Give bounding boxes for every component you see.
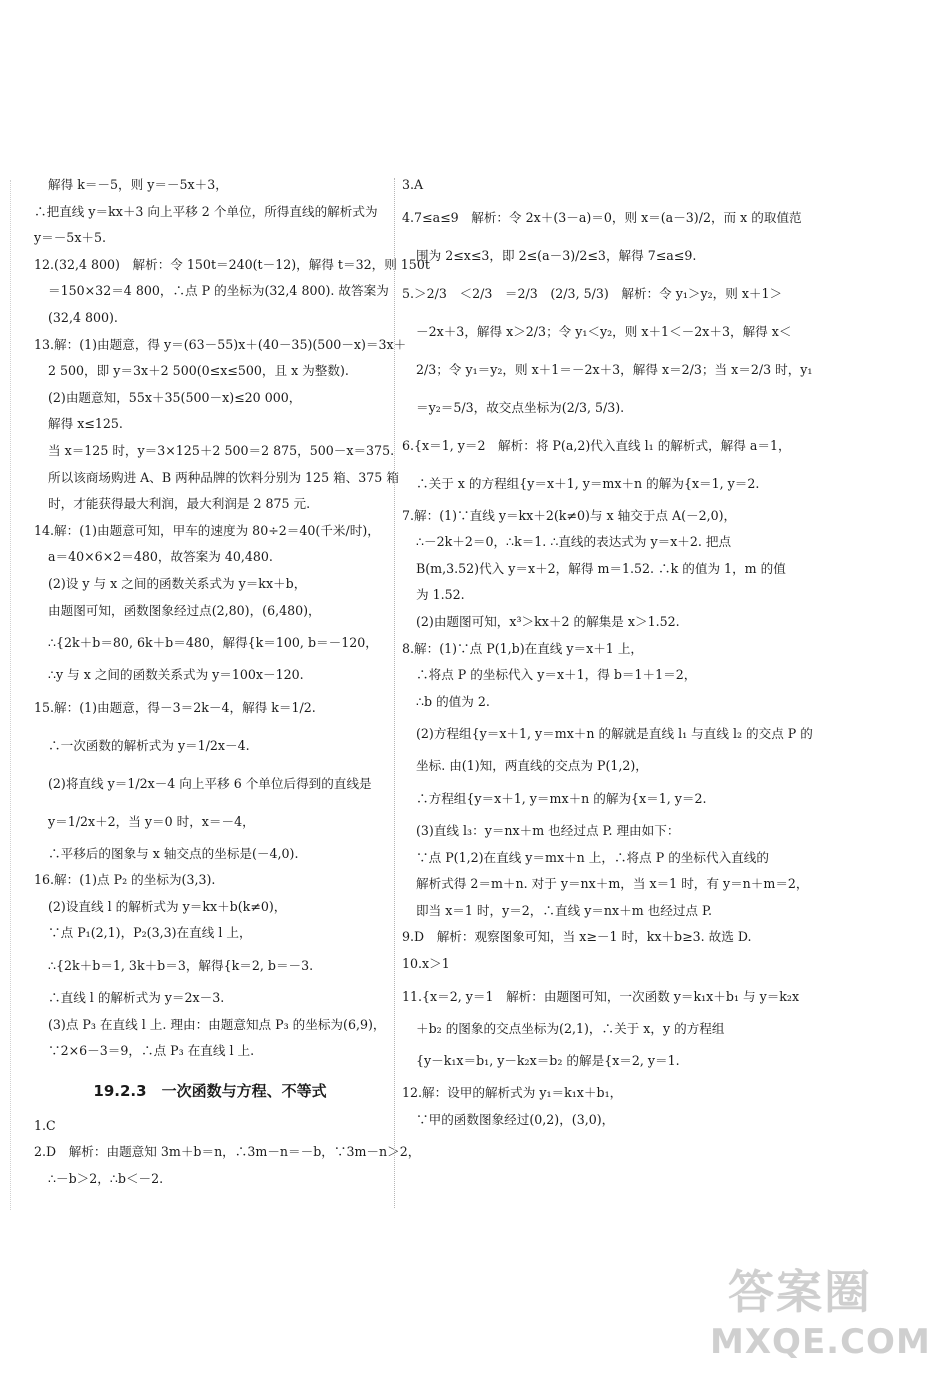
answer-line: 15.解：(1)由题意，得－3＝2k－4，解得 k＝1/2. [34, 699, 316, 715]
answer-line: 2.D 解析：由题意知 3m＋b＝n，∴3m－n＝－b，∵3m－n＞2， [34, 1144, 421, 1160]
answer-line: (2)方程组{y＝x＋1, y＝mx＋n 的解就是直线 l₁ 与直线 l₂ 的交点 P 的 [416, 726, 813, 742]
answer-line: 时，才能获得最大利润，最大利润是 2 875 元. [48, 496, 311, 512]
answer-line: ∴－b＞2，∴b＜－2. [48, 1171, 164, 1187]
answer-line: (2)设直线 l 的解析式为 y＝kx＋b(k≠0)， [48, 898, 287, 914]
answer-line: 10.x＞1 [402, 955, 450, 971]
answer-line: 解得 k＝－5，则 y＝－5x＋3， [48, 177, 228, 192]
answer-line: ∵点 P₁(2,1)，P₂(3,3)在直线 l 上， [48, 925, 252, 941]
answer-line: 12.解：设甲的解析式为 y₁＝k₁x＋b₁， [402, 1085, 623, 1101]
answer-line: ∴方程组{y＝x＋1, y＝mx＋n 的解为{x＝1, y＝2. [416, 790, 707, 806]
answer-line: 1.C [34, 1117, 56, 1133]
answer-line: {y－k₁x＝b₁, y－k₂x＝b₂ 的解是{x＝2, y＝1. [416, 1053, 680, 1069]
answer-line: 由题图可知，函数图象经过点(2,80)，(6,480)， [48, 602, 321, 618]
watermark-logo: 答案圈 [728, 1265, 872, 1319]
answer-line: ∴把直线 y＝kx＋3 向上平移 2 个单位，所得直线的解析式为 [34, 203, 378, 219]
answer-line: (2)由题意知，55x＋35(500－x)≤20 000， [48, 389, 302, 405]
answer-line: 所以该商场购进 A、B 两种品牌的饮料分别为 125 箱、375 箱 [48, 469, 399, 485]
answer-line: ∵2×6－3＝9，∴点 P₃ 在直线 l 上. [48, 1043, 255, 1059]
answer-line: ∴y 与 x 之间的函数关系式为 y＝100x－120. [48, 667, 304, 683]
page-edge-dots [10, 180, 11, 1210]
column-divider [394, 178, 395, 1208]
answer-line: ∴{2k＋b＝80, 6k＋b＝480，解得{k＝100, b＝－120， [48, 635, 378, 651]
answer-line: y＝1/2x＋2，当 y＝0 时，x＝－4， [48, 813, 255, 829]
answer-line: a＝40×6×2＝480，故答案为 40,480. [48, 549, 273, 565]
answer-line: 坐标. 由(1)知，两直线的交点为 P(1,2)， [416, 758, 648, 774]
answer-line: 2/3；令 y₁＝y₂，则 x＋1＝－2x＋3，解得 x＝2/3；当 x＝2/3 时，y₁ [416, 361, 813, 377]
answer-line: 9.D 解析：观察图象可知，当 x≥－1 时，kx＋b≥3. 故选 D. [402, 929, 752, 945]
answer-line: ∴直线 l 的解析式为 y＝2x－3. [48, 990, 225, 1006]
answer-line: 12.(32,4 800) 解析：令 150t＝240(t－12)，解得 t＝32，则 150t [34, 256, 430, 272]
answer-line: B(m,3.52)代入 y＝x＋2，解得 m＝1.52. ∴k 的值为 1，m 的值 [416, 560, 786, 576]
answer-line: ∴平移后的图象与 x 轴交点的坐标是(－4,0). [48, 845, 299, 861]
answer-line: ∴－2k＋2＝0，∴k＝1. ∴直线的表达式为 y＝x＋2. 把点 [416, 534, 732, 550]
answer-line: 2 500，即 y＝3x＋2 500(0≤x≤500，且 x 为整数). [48, 363, 349, 379]
answer-line: 13.解：(1)由题意，得 y＝(63－55)x＋(40－35)(500－x)＝3x＋ [34, 336, 407, 352]
answer-line: 11.{x＝2, y＝1 解析：由题图可知，一次函数 y＝k₁x＋b₁ 与 y＝k₂x [402, 988, 800, 1004]
answer-line: 解得 x≤125. [48, 416, 123, 432]
answer-line: ∴将点 P 的坐标代入 y＝x＋1，得 b＝1＋1＝2， [416, 667, 697, 683]
answer-line: 6.{x＝1, y＝2 解析：将 P(a,2)代入直线 l₁ 的解析式，解得 a＝1， [402, 437, 791, 453]
answer-line: 即当 x＝1 时，y＝2，∴直线 y＝nx＋m 也经过点 P. [416, 902, 712, 918]
answer-line: (2)将直线 y＝1/2x－4 向上平移 6 个单位后得到的直线是 [48, 775, 372, 791]
answer-line: －2x＋3，解得 x＞2/3；令 y₁＜y₂，则 x＋1＜－2x＋3，解得 x＜ [416, 323, 792, 339]
answer-line: ∵甲的函数图象经过(0,2)，(3,0)， [416, 1111, 615, 1127]
answer-line: 4.7≤a≤9 解析：令 2x＋(3－a)＝0，则 x＝(a－3)/2，而 x 的取值范 [402, 209, 802, 225]
answer-line: 8.解：(1)∵点 P(1,b)在直线 y＝x＋1 上， [402, 640, 644, 656]
answer-line: 当 x＝125 时，y＝3×125＋2 500＝2 875，500－x＝375. [48, 442, 395, 458]
answer-line: 16.解：(1)点 P₂ 的坐标为(3,3). [34, 872, 216, 888]
watermark [710, 1262, 931, 1382]
watermark-site: MXQE.COM [710, 1322, 931, 1362]
answer-line: ∴b 的值为 2. [416, 693, 490, 709]
answer-line: (3)直线 l₃：y＝nx＋m 也经过点 P. 理由如下： [416, 822, 680, 838]
answer-line: 为 1.52. [416, 587, 465, 603]
answer-line: ＝y₂＝5/3，故交点坐标为(2/3, 5/3). [416, 399, 625, 415]
answer-line: ∵点 P(1,2)在直线 y＝mx＋n 上，∴将点 P 的坐标代入直线的 [416, 849, 769, 865]
answer-line: (2)设 y 与 x 之间的函数关系式为 y＝kx＋b， [48, 575, 307, 591]
answer-line: 3.A [402, 177, 424, 192]
section-heading: 19.2.3 一次函数与方程、不等式 [93, 1081, 327, 1100]
answer-line: (3)点 P₃ 在直线 l 上. 理由：由题意知点 P₃ 的坐标为(6,9)， [48, 1016, 386, 1032]
answer-line: ∴关于 x 的方程组{y＝x＋1, y＝mx＋n 的解为{x＝1, y＝2. [416, 475, 760, 491]
answer-line: ＝150×32＝4 800，∴点 P 的坐标为(32,4 800). 故答案为 [48, 283, 389, 299]
answer-line: ∴一次函数的解析式为 y＝1/2x－4. [48, 737, 250, 753]
answer-line: (32,4 800). [48, 309, 118, 325]
answer-line: ＋b₂ 的图象的交点坐标为(2,1)，∴关于 x，y 的方程组 [416, 1020, 725, 1036]
answer-line: 7.解：(1)∵直线 y＝kx＋2(k≠0)与 x 轴交于点 A(－2,0)， [402, 507, 737, 523]
answer-line: 5.＞2/3 ＜2/3 ＝2/3 (2/3, 5/3) 解析：令 y₁＞y₂，则 x＋1＞ [402, 285, 783, 301]
answer-line: (2)由题图可知，x³＞kx＋2 的解集是 x＞1.52. [416, 613, 680, 629]
answer-line: 解析式得 2＝m＋n. 对于 y＝nx＋m，当 x＝1 时，有 y＝n＋m＝2， [416, 876, 809, 892]
right-column [402, 172, 813, 1133]
answer-line: 围为 2≤x≤3，即 2≤(a－3)/2≤3，解得 7≤a≤9. [416, 247, 697, 263]
answer-line: y＝－5x＋5. [34, 230, 107, 246]
answer-line: 14.解：(1)由题意可知，甲车的速度为 80÷2＝40(千米/时)， [34, 522, 380, 538]
answer-line: ∴{2k＋b＝1, 3k＋b＝3，解得{k＝2, b＝－3. [48, 958, 314, 974]
